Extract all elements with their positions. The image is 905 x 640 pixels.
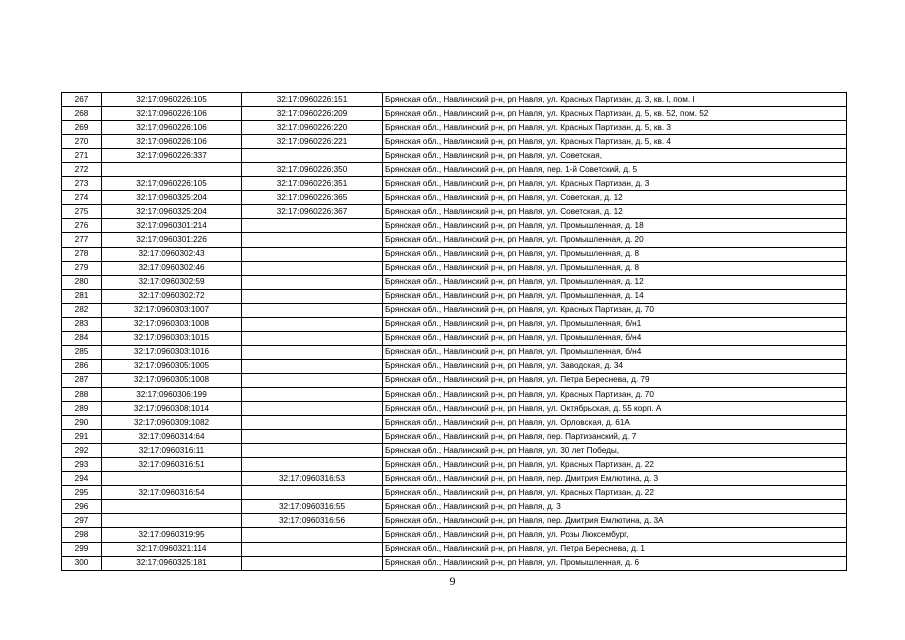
row-number-cell: 275: [62, 205, 102, 219]
table-row: [62, 289, 847, 303]
related-cadastral-number-cell: [242, 275, 383, 289]
table-row: [62, 191, 847, 205]
cadastral-number-cell: 32:17:0960226:106: [102, 135, 242, 149]
related-cadastral-number-cell: [242, 261, 383, 275]
table-row: [62, 177, 847, 191]
address-cell: Брянская обл., Навлинский р-н, рп Навля, ул. Промышленная, д. 14: [383, 289, 847, 303]
table-row: [62, 556, 847, 570]
table-row: [62, 542, 847, 556]
address-cell: Брянская обл., Навлинский р-н, рп Навля, ул. Промышленная, б/н4: [383, 345, 847, 359]
cadastral-number-cell: 32:17:0960302:43: [102, 247, 242, 261]
cadastral-register-table: [61, 92, 847, 571]
row-number-cell: 278: [62, 247, 102, 261]
table-row: [62, 163, 847, 177]
row-number-cell: 281: [62, 289, 102, 303]
table-row: [62, 303, 847, 317]
cadastral-number-cell: 32:17:0960303:1008: [102, 317, 242, 331]
address-cell: Брянская обл., Навлинский р-н, рп Навля, ул. Петра Береснева, д. 79: [383, 373, 847, 387]
address-cell: Брянская обл., Навлинский р-н, рп Навля, ул. Промышленная, д. 6: [383, 556, 847, 570]
related-cadastral-number-cell: [242, 528, 383, 542]
cadastral-number-cell: [102, 163, 242, 177]
table-row: [62, 359, 847, 373]
cadastral-number-cell: 32:17:0960301:226: [102, 233, 242, 247]
row-number-cell: 272: [62, 163, 102, 177]
address-cell: Брянская обл., Навлинский р-н, рп Навля, ул. Промышленная, д. 8: [383, 247, 847, 261]
address-cell: Брянская обл., Навлинский р-н, рп Навля, ул. Промышленная, д. 18: [383, 219, 847, 233]
cadastral-number-cell: 32:17:0960321:114: [102, 542, 242, 556]
address-cell: Брянская обл., Навлинский р-н, рп Навля, ул. Красных Партизан, д. 3: [383, 177, 847, 191]
row-number-cell: 292: [62, 444, 102, 458]
row-number-cell: 288: [62, 387, 102, 401]
row-number-cell: 268: [62, 107, 102, 121]
address-cell: Брянская обл., Навлинский р-н, рп Навля, ул. Красных Партизан, д. 70: [383, 303, 847, 317]
related-cadastral-number-cell: 32:17:0960226:221: [242, 135, 383, 149]
cadastral-number-cell: 32:17:0960305:1008: [102, 373, 242, 387]
table-row: [62, 430, 847, 444]
related-cadastral-number-cell: [242, 542, 383, 556]
related-cadastral-number-cell: [242, 233, 383, 247]
table-row: [62, 402, 847, 416]
related-cadastral-number-cell: 32:17:0960316:55: [242, 500, 383, 514]
related-cadastral-number-cell: 32:17:0960316:53: [242, 472, 383, 486]
row-number-cell: 296: [62, 500, 102, 514]
cadastral-number-cell: 32:17:0960319:95: [102, 528, 242, 542]
related-cadastral-number-cell: 32:17:0960226:209: [242, 107, 383, 121]
row-number-cell: 294: [62, 472, 102, 486]
related-cadastral-number-cell: [242, 345, 383, 359]
address-cell: Брянская обл., Навлинский р-н, рп Навля, ул. Промышленная, б/н4: [383, 331, 847, 345]
related-cadastral-number-cell: [242, 486, 383, 500]
row-number-cell: 285: [62, 345, 102, 359]
cadastral-number-cell: 32:17:0960302:72: [102, 289, 242, 303]
row-number-cell: 283: [62, 317, 102, 331]
cadastral-number-cell: 32:17:0960226:337: [102, 149, 242, 163]
related-cadastral-number-cell: 32:17:0960226:351: [242, 177, 383, 191]
cadastral-number-cell: 32:17:0960309:1082: [102, 416, 242, 430]
related-cadastral-number-cell: [242, 556, 383, 570]
related-cadastral-number-cell: [242, 430, 383, 444]
table-row: [62, 514, 847, 528]
cadastral-number-cell: 32:17:0960305:1005: [102, 359, 242, 373]
table-row: [62, 275, 847, 289]
related-cadastral-number-cell: 32:17:0960226:367: [242, 205, 383, 219]
related-cadastral-number-cell: [242, 373, 383, 387]
cadastral-number-cell: [102, 472, 242, 486]
row-number-cell: 273: [62, 177, 102, 191]
address-cell: Брянская обл., Навлинский р-н, рп Навля, ул. Красных Партизан, д. 3, кв. I, пом. I: [383, 93, 847, 107]
table-row: [62, 387, 847, 401]
table-row: [62, 345, 847, 359]
cadastral-number-cell: 32:17:0960325:204: [102, 191, 242, 205]
cadastral-number-cell: 32:17:0960314:64: [102, 430, 242, 444]
row-number-cell: 297: [62, 514, 102, 528]
row-number-cell: 291: [62, 430, 102, 444]
table-row: [62, 107, 847, 121]
address-cell: Брянская обл., Навлинский р-н, рп Навля, пер. Дмитрия Емлютина, д. 3: [383, 472, 847, 486]
related-cadastral-number-cell: [242, 289, 383, 303]
row-number-cell: 295: [62, 486, 102, 500]
cadastral-number-cell: [102, 500, 242, 514]
table-row: [62, 331, 847, 345]
row-number-cell: 293: [62, 458, 102, 472]
address-cell: Брянская обл., Навлинский р-н, рп Навля, пер. 1-й Советский, д. 5: [383, 163, 847, 177]
table-row: [62, 261, 847, 275]
related-cadastral-number-cell: [242, 149, 383, 163]
table-row: [62, 528, 847, 542]
table-body: [62, 93, 847, 571]
row-number-cell: 300: [62, 556, 102, 570]
address-cell: Брянская обл., Навлинский р-н, рп Навля, ул. 30 лет Победы,: [383, 444, 847, 458]
row-number-cell: 270: [62, 135, 102, 149]
cadastral-number-cell: [102, 514, 242, 528]
address-cell: Брянская обл., Навлинский р-н, рп Навля, ул. Советская, д. 12: [383, 191, 847, 205]
table-row: [62, 219, 847, 233]
address-cell: Брянская обл., Навлинский р-н, рп Навля, ул. Петра Береснева, д. 1: [383, 542, 847, 556]
table-row: [62, 317, 847, 331]
cadastral-number-cell: 32:17:0960303:1016: [102, 345, 242, 359]
cadastral-number-cell: 32:17:0960303:1015: [102, 331, 242, 345]
address-cell: Брянская обл., Навлинский р-н, рп Навля, ул. Розы Люксембург,: [383, 528, 847, 542]
table-row: [62, 373, 847, 387]
cadastral-number-cell: 32:17:0960302:46: [102, 261, 242, 275]
table-row: [62, 444, 847, 458]
cadastral-number-cell: 32:17:0960308:1014: [102, 402, 242, 416]
address-cell: Брянская обл., Навлинский р-н, рп Навля, ул. Октябрьская, д. 55 корп. А: [383, 402, 847, 416]
address-cell: Брянская обл., Навлинский р-н, рп Навля, ул. Красных Партизан, д. 5, кв. 4: [383, 135, 847, 149]
table-row: [62, 472, 847, 486]
address-cell: Брянская обл., Навлинский р-н, рп Навля, ул. Красных Партизан, д. 5, кв. 3: [383, 121, 847, 135]
cadastral-number-cell: 32:17:0960316:11: [102, 444, 242, 458]
cadastral-number-cell: 32:17:0960303:1007: [102, 303, 242, 317]
cadastral-number-cell: 32:17:0960302:59: [102, 275, 242, 289]
address-cell: Брянская обл., Навлинский р-н, рп Навля, ул. Промышленная, б/н1: [383, 317, 847, 331]
row-number-cell: 269: [62, 121, 102, 135]
table-row: [62, 500, 847, 514]
table-row: [62, 205, 847, 219]
cadastral-number-cell: 32:17:0960226:106: [102, 121, 242, 135]
table-row: [62, 486, 847, 500]
cadastral-number-cell: 32:17:0960325:204: [102, 205, 242, 219]
table-row: [62, 149, 847, 163]
related-cadastral-number-cell: [242, 387, 383, 401]
cadastral-number-cell: 32:17:0960226:105: [102, 177, 242, 191]
related-cadastral-number-cell: [242, 317, 383, 331]
page-number: 9: [449, 574, 456, 588]
row-number-cell: 279: [62, 261, 102, 275]
address-cell: Брянская обл., Навлинский р-н, рп Навля, ул. Промышленная, д. 20: [383, 233, 847, 247]
table-row: [62, 233, 847, 247]
cadastral-number-cell: 32:17:0960226:105: [102, 93, 242, 107]
row-number-cell: 274: [62, 191, 102, 205]
cadastral-number-cell: 32:17:0960301:214: [102, 219, 242, 233]
cadastral-number-cell: 32:17:0960226:106: [102, 107, 242, 121]
related-cadastral-number-cell: 32:17:0960226:151: [242, 93, 383, 107]
address-cell: Брянская обл., Навлинский р-н, рп Навля, ул. Орловская, д. 61А: [383, 416, 847, 430]
row-number-cell: 284: [62, 331, 102, 345]
related-cadastral-number-cell: [242, 402, 383, 416]
address-cell: Брянская обл., Навлинский р-н, рп Навля, ул. Промышленная, д. 8: [383, 261, 847, 275]
row-number-cell: 276: [62, 219, 102, 233]
related-cadastral-number-cell: 32:17:0960226:365: [242, 191, 383, 205]
related-cadastral-number-cell: [242, 247, 383, 261]
address-cell: Брянская обл., Навлинский р-н, рп Навля, ул. Советская,: [383, 149, 847, 163]
address-cell: Брянская обл., Навлинский р-н, рп Навля, ул. Красных Партизан, д. 22: [383, 458, 847, 472]
cadastral-number-cell: 32:17:0960316:54: [102, 486, 242, 500]
table-row: [62, 247, 847, 261]
related-cadastral-number-cell: [242, 303, 383, 317]
address-cell: Брянская обл., Навлинский р-н, рп Навля, пер. Дмитрия Емлютина, д. 3А: [383, 514, 847, 528]
related-cadastral-number-cell: [242, 331, 383, 345]
address-cell: Брянская обл., Навлинский р-н, рп Навля, ул. Красных Партизан, д. 70: [383, 387, 847, 401]
table-row: [62, 458, 847, 472]
address-cell: Брянская обл., Навлинский р-н, рп Навля, ул. Промышленная, д. 12: [383, 275, 847, 289]
row-number-cell: 298: [62, 528, 102, 542]
table-row: [62, 93, 847, 107]
row-number-cell: 290: [62, 416, 102, 430]
row-number-cell: 271: [62, 149, 102, 163]
table-row: [62, 416, 847, 430]
address-cell: Брянская обл., Навлинский р-н, рп Навля, ул. Заводская, д. 34: [383, 359, 847, 373]
related-cadastral-number-cell: [242, 458, 383, 472]
row-number-cell: 287: [62, 373, 102, 387]
related-cadastral-number-cell: [242, 219, 383, 233]
related-cadastral-number-cell: [242, 416, 383, 430]
related-cadastral-number-cell: [242, 359, 383, 373]
address-cell: Брянская обл., Навлинский р-н, рп Навля, д. 3: [383, 500, 847, 514]
address-cell: Брянская обл., Навлинский р-н, рп Навля, ул. Красных Партизан, д. 22: [383, 486, 847, 500]
table-row: [62, 121, 847, 135]
address-cell: Брянская обл., Навлинский р-н, рп Навля, пер. Партизанский, д. 7: [383, 430, 847, 444]
cadastral-number-cell: 32:17:0960316:51: [102, 458, 242, 472]
row-number-cell: 267: [62, 93, 102, 107]
row-number-cell: 299: [62, 542, 102, 556]
related-cadastral-number-cell: [242, 444, 383, 458]
row-number-cell: 282: [62, 303, 102, 317]
row-number-cell: 286: [62, 359, 102, 373]
related-cadastral-number-cell: 32:17:0960226:220: [242, 121, 383, 135]
cadastral-number-cell: 32:17:0960306:199: [102, 387, 242, 401]
related-cadastral-number-cell: 32:17:0960226:350: [242, 163, 383, 177]
row-number-cell: 277: [62, 233, 102, 247]
table-row: [62, 135, 847, 149]
related-cadastral-number-cell: 32:17:0960316:56: [242, 514, 383, 528]
address-cell: Брянская обл., Навлинский р-н, рп Навля, ул. Красных Партизан, д. 5, кв. 52, пом. 52: [383, 107, 847, 121]
row-number-cell: 289: [62, 402, 102, 416]
cadastral-number-cell: 32:17:0960325:181: [102, 556, 242, 570]
row-number-cell: 280: [62, 275, 102, 289]
address-cell: Брянская обл., Навлинский р-н, рп Навля, ул. Советская, д. 12: [383, 205, 847, 219]
